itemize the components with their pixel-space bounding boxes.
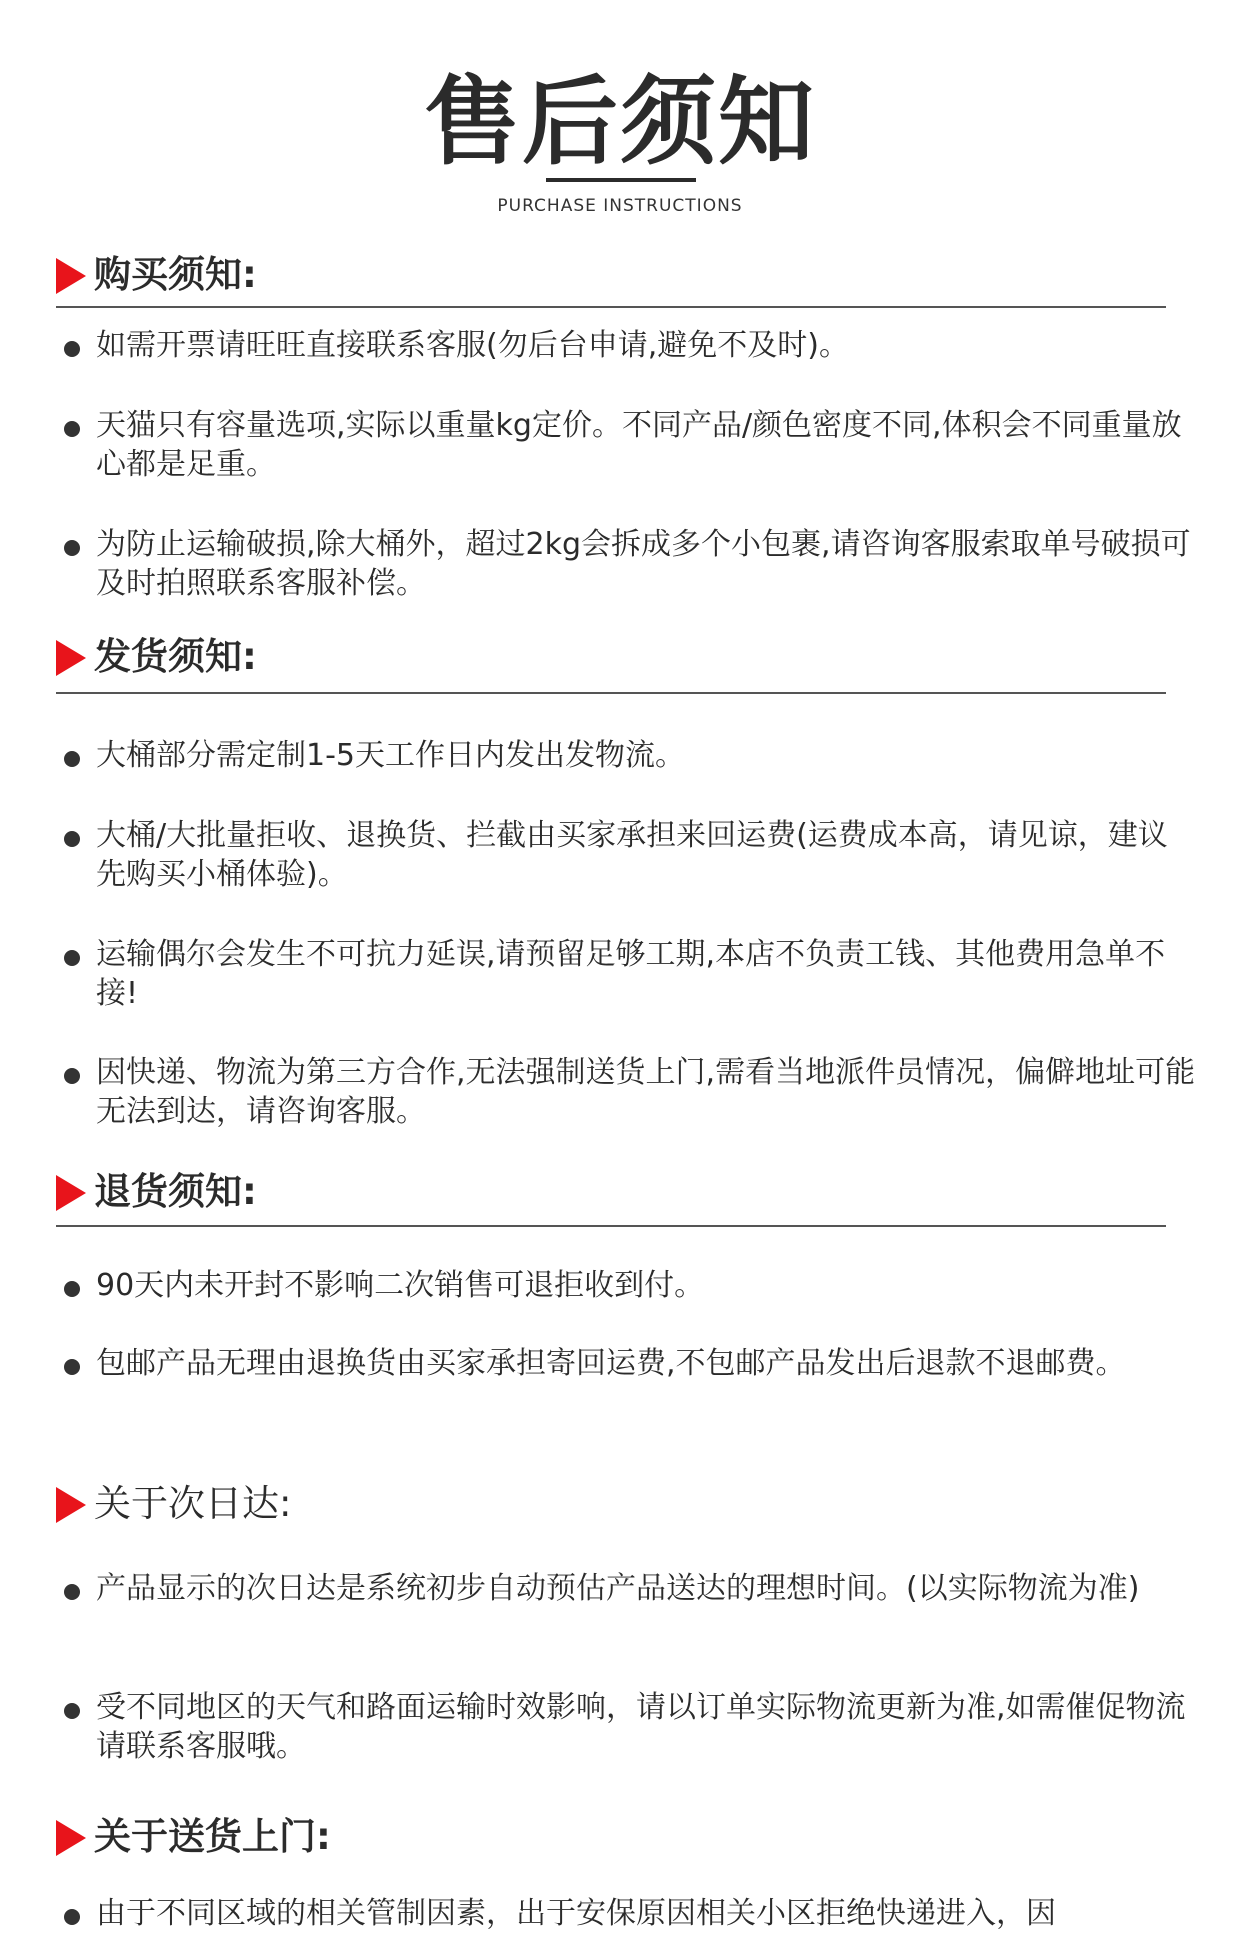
bullet-dot-icon (64, 421, 80, 437)
section-returns (56, 1167, 1186, 1381)
red-triangle-arrow-icon (56, 1820, 86, 1856)
list-item-text: 如需开票请旺旺直接联系客服(勿后台申请,避免不及时)。 (96, 328, 849, 363)
list-item-text: 为防止运输破损,除大桶外，超过2kg会拆成多个小包裹,请咨询客服索取单号破损可及时拍照联系客服补偿。 (96, 527, 1191, 601)
page-title: 售后须知 (424, 66, 816, 178)
red-triangle-arrow-icon (56, 1487, 86, 1523)
section-header (56, 1479, 1186, 1529)
red-triangle-arrow-icon (56, 640, 86, 676)
list-item-text: 大桶/大批量拒收、退换货、拦截由买家承担来回运费(运费成本高，请见谅，建议先购买小桶体验)。 (96, 818, 1168, 892)
list-item-text: 产品显示的次日达是系统初步自动预估产品送达的理想时间。(以实际物流为准) (96, 1571, 1140, 1606)
list-item-text: 90天内未开封不影响二次销售可退拒收到付。 (96, 1268, 705, 1303)
bullet-dot-icon (64, 1703, 80, 1719)
bullet-dot-icon (64, 1584, 80, 1600)
section-divider (56, 1225, 1166, 1227)
title-underline (546, 178, 696, 182)
bullet-dot-icon (64, 1909, 80, 1925)
section-header (56, 632, 1186, 682)
bullet-dot-icon (64, 751, 80, 767)
bullet-dot-icon (64, 1281, 80, 1297)
section-divider (56, 306, 1166, 308)
page-subtitle: PURCHASE INSTRUCTIONS (497, 196, 743, 216)
section-next-day (56, 1479, 1186, 1764)
bullet-dot-icon (64, 540, 80, 556)
section-header (56, 1812, 1186, 1862)
section-shipping (56, 632, 1196, 1129)
section-header (56, 250, 1186, 300)
list-item-text: 大桶部分需定制1-5天工作日内发出发物流。 (96, 738, 685, 773)
list-item-text: 由于不同区域的相关管制因素，出于安保原因相关小区拒绝快递进入，因 (96, 1896, 1056, 1931)
section-purchase (56, 250, 1191, 601)
bullet-dot-icon (64, 831, 80, 847)
section-title: 关于送货上门: (94, 1815, 331, 1858)
list-item-text: 包邮产品无理由退换货由买家承担寄回运费,不包邮产品发出后退款不退邮费。 (96, 1346, 1126, 1381)
section-header (56, 1167, 1186, 1217)
list-item-text: 受不同地区的天气和路面运输时效影响，请以订单实际物流更新为准,如需催促物流请联系客服哦。 (96, 1690, 1186, 1764)
section-title: 关于次日达: (94, 1482, 292, 1525)
section-title: 退货须知: (94, 1170, 257, 1213)
bullet-dot-icon (64, 950, 80, 966)
list-item-text: 因快递、物流为第三方合作,无法强制送货上门,需看当地派件员情况，偏僻地址可能无法到达，请咨询客服。 (96, 1055, 1196, 1129)
list-item-text: 天猫只有容量选项,实际以重量kg定价。不同产品/颜色密度不同,体积会不同重量放心都是足重。 (96, 408, 1182, 482)
section-divider (56, 692, 1166, 694)
section-title: 发货须知: (94, 635, 257, 678)
section-home-delivery (56, 1812, 1186, 1931)
red-triangle-arrow-icon (56, 1175, 86, 1211)
list-item-text: 运输偶尔会发生不可抗力延误,请预留足够工期,本店不负责工钱、其他费用急单不接! (96, 937, 1166, 1011)
bullet-dot-icon (64, 1359, 80, 1375)
red-triangle-arrow-icon (56, 258, 86, 294)
bullet-dot-icon (64, 341, 80, 357)
section-title: 购买须知: (94, 253, 257, 296)
bullet-dot-icon (64, 1068, 80, 1084)
